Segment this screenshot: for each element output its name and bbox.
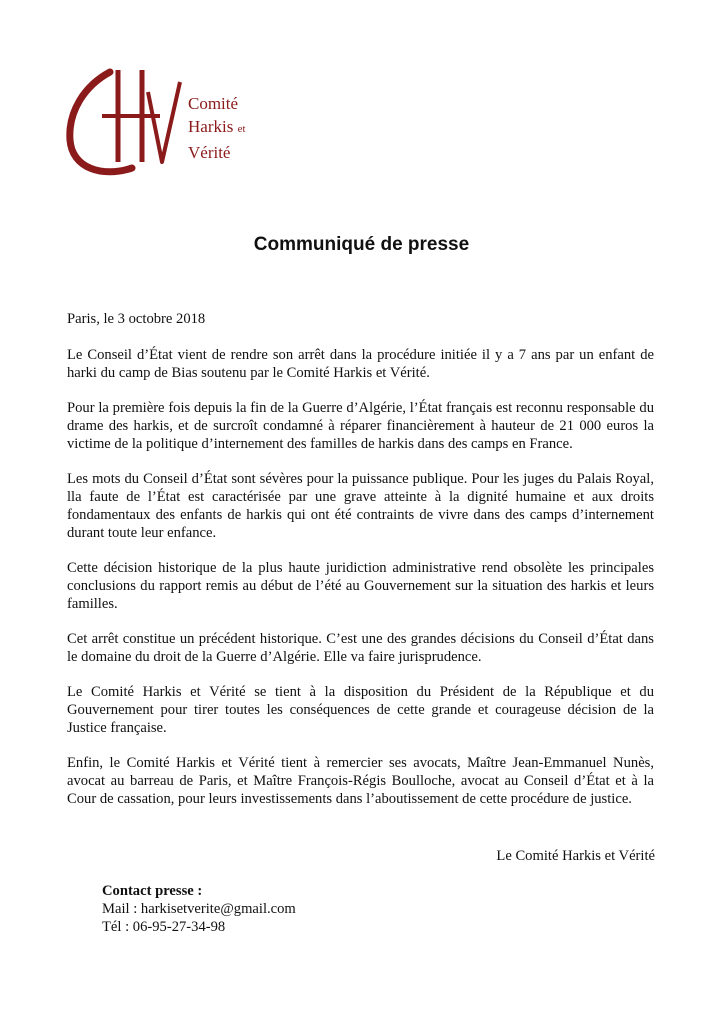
page-title: Communiqué de presse (253, 234, 470, 255)
paragraph: Cet arrêt constitue un précédent historique. C’est une des grandes décisions du Conseil d’État dans le domaine du droit de la Guerre d’Algérie. Elle va faire jurisprudence. (67, 631, 654, 665)
paragraph: Cette décision historique de la plus haute juridiction administrative rend obsolète les principales conclusions du rapport remis au début de l’été au Gouvernement sur la situation des harkis et leurs familles. (67, 560, 654, 612)
logo-line-3: Vérité (188, 143, 231, 162)
paragraph: Les mots du Conseil d’État sont sévères pour la puissance publique. Pour les juges du Palais Royal, lla faute de l’État est caractérisée par une grave atteinte à la dignité humaine et aux droits fondamentaux des enfants de harkis qui ont été contraints de vivre dans des camps d’internement durant toute leur enfance. (67, 471, 654, 541)
logo-line-2-word: Harkis (188, 117, 234, 136)
logo-wordmark (188, 92, 246, 164)
paragraph: Le Conseil d’État vient de rendre son arrêt dans la procédure initiée il y a 7 ans par un enfant de harki du camp de Bias soutenu par le Comité Harkis et Vérité. (67, 347, 654, 381)
organization-logo (62, 64, 282, 184)
contact-email: Mail : harkisetverite@gmail.com (102, 901, 296, 917)
logo-line-1: Comité (188, 94, 239, 113)
paragraph: Enfin, le Comité Harkis et Vérité tient à remercier ses avocats, Maître Jean-Emmanuel Nunès, avocat au barreau de Paris, et Maître François-Régis Boulloche, avocat au Conseil d’État et à la Cour de cassation, pour leurs investissements dans l’aboutissement de cette procédure de justice. (67, 755, 654, 807)
logo-line-2-suffix: et (237, 123, 246, 135)
press-contact (102, 882, 296, 936)
contact-label: Contact presse : (102, 883, 203, 899)
paragraph: Pour la première fois depuis la fin de la Guerre d’Algérie, l’État français est reconnu responsable du drame des harkis, et de surcroît condamné à réparer financièrement à hauteur de 21 000 euros la victime de la politique d’internement des familles de harkis dans des camps en France. (67, 400, 654, 452)
signature: Le Comité Harkis et Vérité (496, 848, 655, 864)
press-release-body (67, 310, 654, 825)
logo-monogram-icon (62, 64, 192, 184)
date-line: Paris, le 3 octobre 2018 (67, 311, 206, 327)
contact-phone: Tél : 06-95-27-34-98 (102, 919, 226, 935)
logo-line-2 (188, 115, 246, 141)
paragraph: Le Comité Harkis et Vérité se tient à la disposition du Président de la République et du Gouvernement pour tirer toutes les conséquences de cette grande et courageuse décision de la Justice française. (67, 684, 654, 736)
